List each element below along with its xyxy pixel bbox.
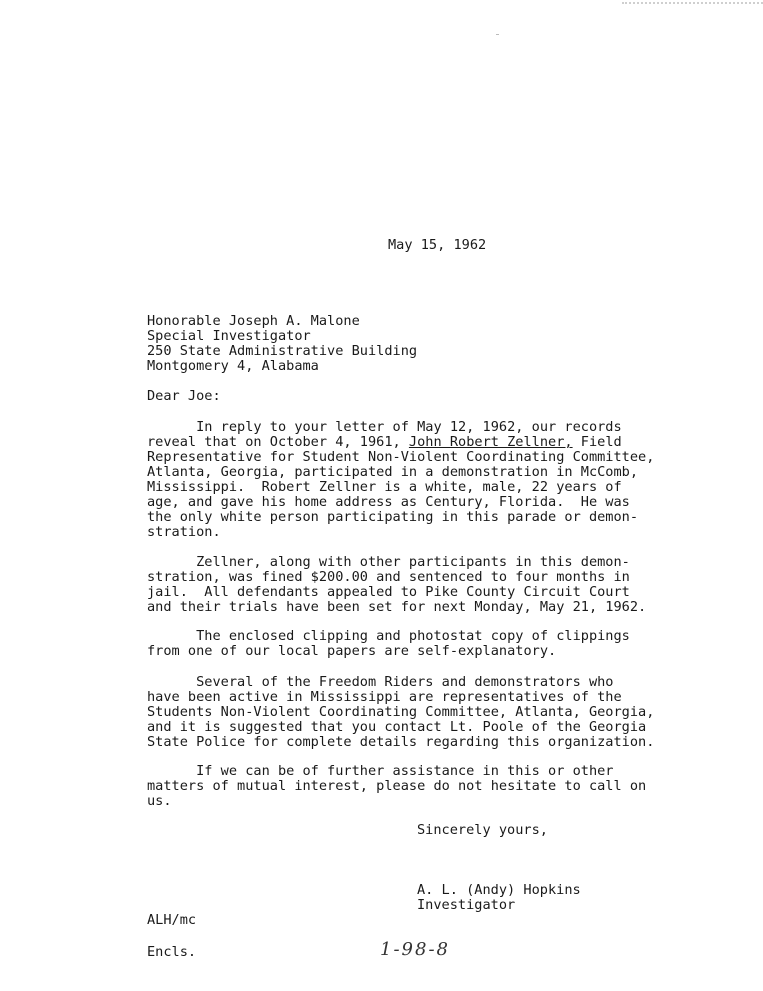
recipient-title: Special Investigator: [147, 328, 311, 344]
paragraph-1-line: stration.: [147, 524, 221, 540]
paragraph-4-line: State Police for complete details regarding this organization.: [147, 734, 655, 750]
paragraph-2-line: Zellner, along with other participants in this demon-: [147, 554, 630, 570]
salutation: Dear Joe:: [147, 388, 221, 404]
paragraph-2-line: and their trials have been set for next Monday, May 21, 1962.: [147, 599, 647, 615]
paragraph-4-line: Students Non-Violent Coordinating Committee, Atlanta, Georgia,: [147, 704, 655, 720]
paragraph-1-line: In reply to your letter of May 12, 1962, our records: [147, 419, 622, 435]
paragraph-5-line: If we can be of further assistance in this or other: [147, 763, 614, 779]
paragraph-5: [147, 764, 646, 809]
recipient-name: Honorable Joseph A. Malone: [147, 313, 360, 329]
signer-name: A. L. (Andy) Hopkins: [417, 882, 581, 898]
paragraph-1-line: Representative for Student Non-Violent Coordinating Committee,: [147, 449, 655, 465]
recipient-address-block: [147, 314, 417, 374]
paragraph-2-line: stration, was fined $200.00 and sentenced to four months in: [147, 569, 630, 585]
signer-title: Investigator: [417, 897, 516, 913]
paper-speck: [496, 34, 499, 35]
typist-initials: ALH/mc: [147, 912, 197, 928]
paragraph-5-line: matters of mutual interest, please do not hesitate to call on: [147, 778, 647, 794]
recipient-address-line2: Montgomery 4, Alabama: [147, 358, 319, 374]
paragraph-1-line: [147, 435, 654, 450]
paragraph-1-line: the only white person participating in this parade or demon-: [147, 509, 639, 525]
paragraph-3: [147, 629, 630, 659]
paragraph-1-line: Atlanta, Georgia, participated in a demonstration in McComb,: [147, 464, 639, 480]
paragraph-1: [147, 420, 654, 540]
paragraph-1-line: Mississippi. Robert Zellner is a white, male, 22 years of: [147, 479, 622, 495]
enclosures-note: Encls.: [147, 944, 197, 960]
paragraph-2: [147, 555, 646, 615]
paragraph-1-text: Field: [572, 434, 622, 450]
paragraph-5-line: us.: [147, 793, 172, 809]
signature-block: [417, 883, 581, 913]
paragraph-3-line: from one of our local papers are self-explanatory.: [147, 643, 557, 659]
paragraph-1-text: reveal that on October 4, 1961,: [147, 434, 409, 450]
complimentary-closing: Sincerely yours,: [417, 822, 548, 838]
paragraph-1-line: age, and gave his home address as Century, Florida. He was: [147, 494, 630, 510]
paragraph-3-line: The enclosed clipping and photostat copy of clippings: [147, 628, 630, 644]
paragraph-4-line: and it is suggested that you contact Lt. Poole of the Georgia: [147, 719, 647, 735]
letter-date: May 15, 1962: [388, 237, 487, 253]
underlined-name: John Robert Zellner,: [408, 434, 573, 450]
top-edge-marks: [622, 0, 763, 4]
paragraph-4-line: Several of the Freedom Riders and demonstrators who: [147, 674, 614, 690]
handwritten-file-number: 1-98-8: [380, 939, 450, 960]
recipient-address-line1: 250 State Administrative Building: [147, 343, 418, 359]
paragraph-4-line: have been active in Mississippi are representatives of the: [147, 689, 622, 705]
paragraph-2-line: jail. All defendants appealed to Pike County Circuit Court: [147, 584, 630, 600]
paragraph-4: [147, 675, 654, 750]
